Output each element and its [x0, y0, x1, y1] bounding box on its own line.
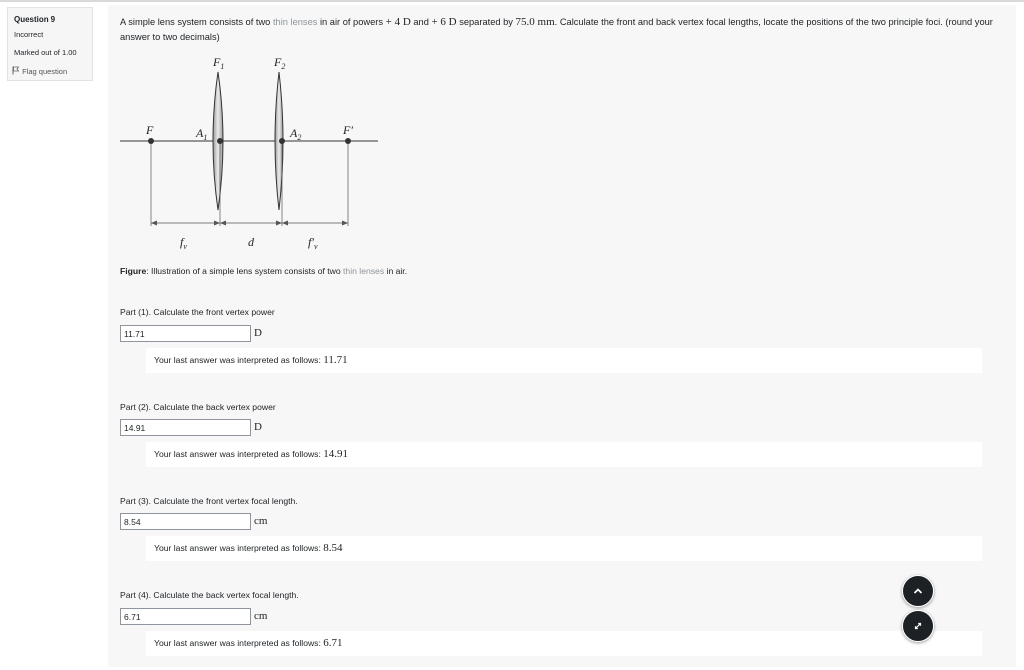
part-4-label: Part (4). Calculate the back vertex focal length.	[120, 590, 299, 600]
part-4-unit: cm	[254, 610, 268, 622]
label-F: F	[146, 123, 154, 137]
part-2-unit: D	[254, 421, 262, 433]
figure-caption: Figure: Illustration of a simple lens system consists of two thin lenses in air.	[120, 266, 408, 276]
question-marks: Marked out of 1.00	[14, 48, 77, 57]
point-F	[148, 138, 154, 144]
thin-lenses-link[interactable]: thin lenses	[272, 17, 318, 27]
part-2-feedback: Your last answer was interpreted as follows: 14.91	[146, 442, 982, 467]
part-1-unit: D	[254, 327, 262, 339]
label-F2: $F_2$	[274, 55, 286, 71]
part-3-unit: cm	[254, 515, 268, 527]
question-content	[108, 5, 1016, 667]
question-number: Question 9	[14, 15, 56, 24]
part-3-feedback: Your last answer was interpreted as follows: 8.54	[146, 536, 982, 561]
part-1-answer-input[interactable]	[120, 325, 251, 342]
question-status: Incorrect	[14, 30, 44, 39]
lens-system-figure	[110, 50, 410, 260]
flag-question-link[interactable]: Flag question	[12, 66, 67, 76]
part-3-label: Part (3). Calculate the front vertex focal length.	[120, 496, 298, 506]
part-2-answer-input[interactable]	[120, 419, 251, 436]
part-2-label: Part (2). Calculate the back vertex power	[120, 402, 276, 412]
part-4-answer-input[interactable]	[120, 608, 251, 625]
label-F-prime: F′	[343, 123, 353, 137]
label-d: d	[248, 235, 254, 249]
part-3-answer-input[interactable]	[120, 513, 251, 530]
part-1-feedback: Your last answer was interpreted as follows: 11.71	[146, 348, 982, 373]
point-F-prime	[345, 138, 351, 144]
label-F1: $F_1$	[213, 55, 225, 71]
label-A2: $A_2$	[290, 126, 302, 142]
expand-button[interactable]	[902, 610, 934, 642]
chevron-up-icon	[913, 587, 923, 595]
top-divider	[0, 0, 1024, 2]
part-1-label: Part (1). Calculate the front vertex power	[120, 307, 275, 317]
point-A1	[217, 138, 223, 144]
flag-icon	[12, 66, 20, 75]
label-A1: $A_1$	[196, 126, 208, 142]
part-4-feedback: Your last answer was interpreted as follows: 6.71	[146, 631, 982, 656]
label-fv: $f_v$	[180, 235, 187, 251]
label-fv-prime: $f'_v$	[308, 235, 318, 251]
expand-icon	[913, 621, 923, 631]
question-info-panel	[7, 7, 93, 81]
question-text: A simple lens system consists of two thin lenses in air of powers + 4 D and + 6 D separated by 75.0 mm. Calculate the front and back vertex focal lengths, locate the positions of the two principle foci. (round your answer to two decimals)	[120, 16, 993, 42]
scroll-top-button[interactable]	[902, 575, 934, 607]
point-A2	[279, 138, 285, 144]
